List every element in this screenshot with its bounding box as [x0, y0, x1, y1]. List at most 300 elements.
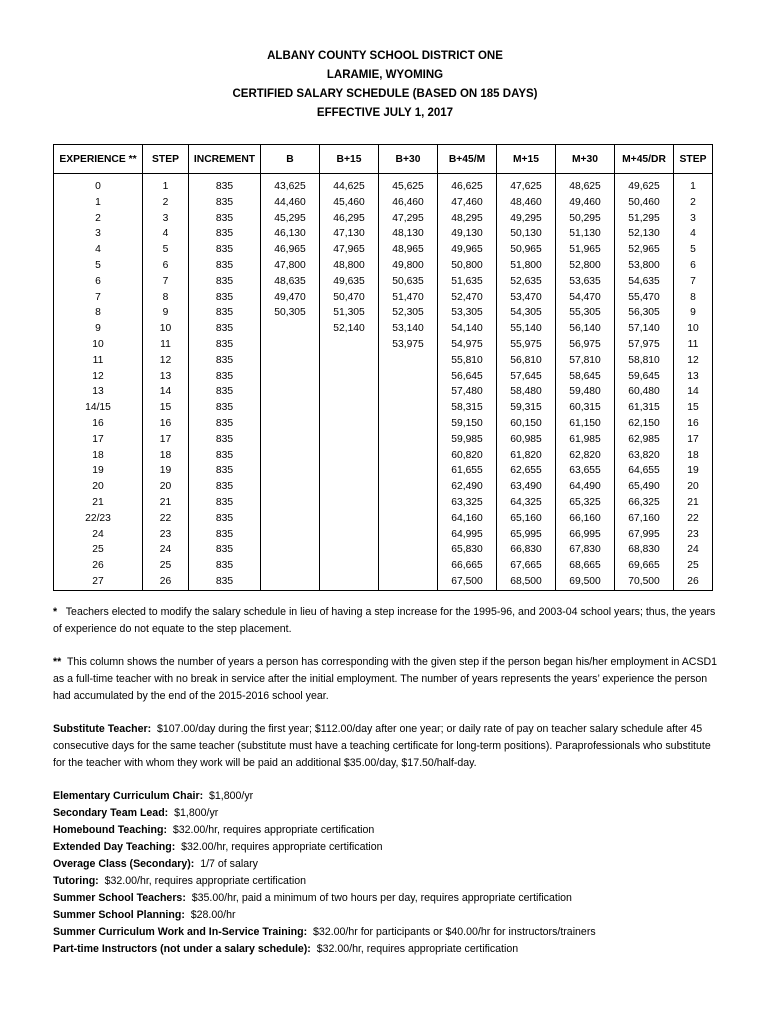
- table-row: [54, 527, 713, 543]
- pay-item-value: $32.00/hr for participants or $40.00/hr for instructors/trainers: [313, 926, 596, 938]
- table-cell: 21: [143, 495, 189, 511]
- table-cell: 2: [674, 195, 713, 211]
- table-cell: 47,625: [497, 174, 556, 195]
- table-cell: 51,305: [320, 305, 379, 321]
- table-cell: 55,140: [497, 321, 556, 337]
- table-cell: 62,820: [556, 448, 615, 464]
- table-cell: 51,635: [438, 274, 497, 290]
- table-cell: 49,130: [438, 226, 497, 242]
- table-cell: 835: [189, 384, 261, 400]
- pay-item: [53, 856, 718, 873]
- table-cell: 835: [189, 321, 261, 337]
- table-cell: 835: [189, 511, 261, 527]
- table-cell: 19: [674, 463, 713, 479]
- table-row: [54, 495, 713, 511]
- table-cell: 835: [189, 432, 261, 448]
- table-cell: 61,315: [615, 400, 674, 416]
- column-header: STEP: [674, 145, 713, 174]
- table-cell: 24: [143, 542, 189, 558]
- table-cell: 6: [54, 274, 143, 290]
- table-row: [54, 353, 713, 369]
- table-cell: 57,480: [438, 384, 497, 400]
- table-cell: [261, 511, 320, 527]
- column-header: B: [261, 145, 320, 174]
- pay-item-label: Summer School Teachers:: [53, 892, 186, 904]
- table-cell: 21: [54, 495, 143, 511]
- table-row: [54, 448, 713, 464]
- table-cell: 17: [674, 432, 713, 448]
- pay-item-label: Homebound Teaching:: [53, 824, 167, 836]
- table-cell: 16: [143, 416, 189, 432]
- table-cell: 47,295: [379, 211, 438, 227]
- note2-text: This column shows the number of years a person has corresponding with the given step if the person began his/her employment in ACSD1 as a full-time teacher with no break in service after the initial employment. The number of years represents the years’ experience the person had accumulated by the end of the 2015-2016 school year.: [53, 656, 718, 702]
- column-header: M+15: [497, 145, 556, 174]
- column-header: B+45/M: [438, 145, 497, 174]
- table-cell: 64,655: [615, 463, 674, 479]
- table-cell: 22: [143, 511, 189, 527]
- table-cell: 47,800: [261, 258, 320, 274]
- table-cell: 23: [143, 527, 189, 543]
- table-cell: 11: [54, 353, 143, 369]
- table-cell: 55,975: [497, 337, 556, 353]
- table-cell: 65,490: [615, 479, 674, 495]
- table-cell: 43,625: [261, 174, 320, 195]
- table-row: [54, 432, 713, 448]
- table-cell: 8: [674, 290, 713, 306]
- table-cell: 5: [54, 258, 143, 274]
- table-cell: 48,800: [320, 258, 379, 274]
- table-cell: 54,975: [438, 337, 497, 353]
- table-cell: 68,830: [615, 542, 674, 558]
- pay-item: [53, 941, 718, 958]
- table-cell: 53,800: [615, 258, 674, 274]
- table-cell: 64,160: [438, 511, 497, 527]
- table-cell: 11: [143, 337, 189, 353]
- pay-item-value: $35.00/hr, paid a minimum of two hours per day, requires appropriate certification: [191, 892, 572, 904]
- table-row: [54, 463, 713, 479]
- table-cell: 67,830: [556, 542, 615, 558]
- table-cell: 26: [674, 574, 713, 590]
- table-cell: [261, 432, 320, 448]
- table-cell: 67,500: [438, 574, 497, 590]
- table-cell: [320, 369, 379, 385]
- table-cell: 835: [189, 337, 261, 353]
- table-cell: 25: [674, 558, 713, 574]
- table-cell: 18: [54, 448, 143, 464]
- table-cell: 69,665: [615, 558, 674, 574]
- table-cell: 835: [189, 258, 261, 274]
- table-cell: 46,625: [438, 174, 497, 195]
- table-cell: 66,830: [497, 542, 556, 558]
- table-cell: 835: [189, 242, 261, 258]
- pay-item: [53, 805, 718, 822]
- table-cell: 4: [143, 226, 189, 242]
- table-cell: 12: [674, 353, 713, 369]
- table-cell: 57,645: [497, 369, 556, 385]
- table-cell: 66,325: [615, 495, 674, 511]
- table-cell: [261, 321, 320, 337]
- salary-schedule-table: [53, 144, 713, 591]
- table-cell: 65,830: [438, 542, 497, 558]
- table-row: [54, 384, 713, 400]
- table-cell: 4: [674, 226, 713, 242]
- table-row: [54, 400, 713, 416]
- table-cell: 2: [143, 195, 189, 211]
- table-cell: 835: [189, 542, 261, 558]
- table-cell: [379, 479, 438, 495]
- table-cell: 46,130: [261, 226, 320, 242]
- table-cell: 66,995: [556, 527, 615, 543]
- table-cell: 835: [189, 290, 261, 306]
- table-cell: 27: [54, 574, 143, 590]
- table-row: [54, 574, 713, 590]
- table-cell: [261, 479, 320, 495]
- table-cell: 19: [54, 463, 143, 479]
- table-row: [54, 211, 713, 227]
- pay-item: [53, 890, 718, 907]
- table-cell: 23: [674, 527, 713, 543]
- table-cell: 64,995: [438, 527, 497, 543]
- table-cell: [379, 384, 438, 400]
- table-cell: 54,305: [497, 305, 556, 321]
- table-row: [54, 174, 713, 195]
- table-cell: 50,635: [379, 274, 438, 290]
- table-cell: 49,470: [261, 290, 320, 306]
- table-cell: 65,160: [497, 511, 556, 527]
- table-row: [54, 337, 713, 353]
- table-cell: 24: [54, 527, 143, 543]
- table-cell: [320, 448, 379, 464]
- pay-item: [53, 907, 718, 924]
- table-cell: 835: [189, 416, 261, 432]
- table-cell: 56,645: [438, 369, 497, 385]
- table-cell: 55,305: [556, 305, 615, 321]
- pay-item-label: Overage Class (Secondary):: [53, 858, 195, 870]
- table-cell: 50,305: [261, 305, 320, 321]
- table-cell: [320, 511, 379, 527]
- table-cell: 26: [143, 574, 189, 590]
- table-row: [54, 479, 713, 495]
- table-cell: 45,295: [261, 211, 320, 227]
- table-cell: 58,480: [497, 384, 556, 400]
- table-cell: 53,635: [556, 274, 615, 290]
- pay-item: [53, 839, 718, 856]
- table-cell: 21: [674, 495, 713, 511]
- table-row: [54, 321, 713, 337]
- pay-item-label: Secondary Team Lead:: [53, 807, 169, 819]
- table-cell: 61,655: [438, 463, 497, 479]
- document-header: [0, 47, 770, 123]
- table-cell: 13: [674, 369, 713, 385]
- table-cell: [379, 353, 438, 369]
- table-cell: 835: [189, 527, 261, 543]
- table-cell: 55,470: [615, 290, 674, 306]
- pay-item-label: Elementary Curriculum Chair:: [53, 790, 204, 802]
- table-cell: 61,985: [556, 432, 615, 448]
- table-cell: 52,470: [438, 290, 497, 306]
- table-cell: [320, 463, 379, 479]
- effective-date: EFFECTIVE JULY 1, 2017: [316, 107, 454, 119]
- table-row: [54, 416, 713, 432]
- table-cell: 25: [54, 542, 143, 558]
- table-cell: 22/23: [54, 511, 143, 527]
- table-cell: 60,820: [438, 448, 497, 464]
- table-cell: 59,985: [438, 432, 497, 448]
- table-cell: 12: [54, 369, 143, 385]
- table-cell: 68,665: [556, 558, 615, 574]
- table-cell: 60,480: [615, 384, 674, 400]
- table-cell: [320, 527, 379, 543]
- table-cell: 51,800: [497, 258, 556, 274]
- table-cell: 48,130: [379, 226, 438, 242]
- table-cell: 45,460: [320, 195, 379, 211]
- table-cell: 16: [54, 416, 143, 432]
- table-cell: 50,460: [615, 195, 674, 211]
- pay-item-value: $1,800/yr: [174, 807, 219, 819]
- table-cell: 49,800: [379, 258, 438, 274]
- district-location: LARAMIE, WYOMING: [326, 69, 444, 81]
- column-header: STEP: [143, 145, 189, 174]
- table-cell: 63,655: [556, 463, 615, 479]
- table-cell: 15: [674, 400, 713, 416]
- table-cell: 66,665: [438, 558, 497, 574]
- note1-marker: *: [53, 606, 58, 618]
- table-row: [54, 511, 713, 527]
- table-row: [54, 258, 713, 274]
- table-cell: 50,470: [320, 290, 379, 306]
- table-cell: 53,975: [379, 337, 438, 353]
- table-cell: 2: [54, 211, 143, 227]
- table-cell: 50,965: [497, 242, 556, 258]
- table-cell: [261, 400, 320, 416]
- table-cell: 5: [143, 242, 189, 258]
- table-cell: 9: [54, 321, 143, 337]
- table-cell: [261, 337, 320, 353]
- pay-item: [53, 822, 718, 839]
- table-cell: 67,160: [615, 511, 674, 527]
- table-cell: [261, 542, 320, 558]
- pay-item-label: Summer Curriculum Work and In-Service Training:: [53, 926, 308, 938]
- table-cell: [261, 384, 320, 400]
- table-cell: 19: [143, 463, 189, 479]
- table-cell: 59,150: [438, 416, 497, 432]
- pay-item-value: $28.00/hr: [190, 909, 236, 921]
- table-cell: 50,295: [556, 211, 615, 227]
- pay-item: [53, 873, 718, 890]
- table-cell: 62,150: [615, 416, 674, 432]
- pay-item-value: 1/7 of salary: [200, 858, 258, 870]
- pay-item-label: Tutoring:: [53, 875, 99, 887]
- note2-marker: **: [53, 656, 62, 668]
- table-cell: 60,985: [497, 432, 556, 448]
- table-cell: 835: [189, 353, 261, 369]
- supplemental-pay-list: [53, 788, 718, 958]
- table-row: [54, 542, 713, 558]
- table-cell: 56,140: [556, 321, 615, 337]
- table-cell: 4: [54, 242, 143, 258]
- table-cell: 13: [143, 369, 189, 385]
- table-cell: 20: [54, 479, 143, 495]
- table-cell: 25: [143, 558, 189, 574]
- table-cell: 59,315: [497, 400, 556, 416]
- table-cell: 6: [674, 258, 713, 274]
- table-cell: 47,965: [320, 242, 379, 258]
- table-cell: 52,800: [556, 258, 615, 274]
- pay-item: [53, 788, 718, 805]
- table-cell: 48,635: [261, 274, 320, 290]
- table-cell: [379, 542, 438, 558]
- table-cell: 63,820: [615, 448, 674, 464]
- table-cell: 49,460: [556, 195, 615, 211]
- table-cell: [261, 416, 320, 432]
- table-cell: 64,325: [497, 495, 556, 511]
- table-cell: 67,665: [497, 558, 556, 574]
- table-cell: 49,625: [615, 174, 674, 195]
- table-cell: 52,140: [320, 321, 379, 337]
- table-row: [54, 290, 713, 306]
- note-double-asterisk: [53, 654, 718, 705]
- table-cell: 26: [54, 558, 143, 574]
- table-cell: 49,965: [438, 242, 497, 258]
- table-cell: [379, 511, 438, 527]
- pay-item-value: $32.00/hr, requires appropriate certification: [316, 943, 519, 955]
- table-cell: 47,130: [320, 226, 379, 242]
- table-row: [54, 195, 713, 211]
- table-cell: 835: [189, 226, 261, 242]
- table-cell: 14/15: [54, 400, 143, 416]
- pay-item-value: $32.00/hr, requires appropriate certification: [104, 875, 306, 887]
- table-cell: 60,315: [556, 400, 615, 416]
- substitute-teacher-note: [53, 721, 718, 772]
- table-cell: 0: [54, 174, 143, 195]
- table-cell: 56,810: [497, 353, 556, 369]
- table-cell: 53,305: [438, 305, 497, 321]
- note1-text: Teachers elected to modify the salary schedule in lieu of having a step increase for the 1995-96, and 2003-04 school years; thus, the years of experience do not equate to the step placement.: [53, 606, 716, 635]
- table-cell: [379, 369, 438, 385]
- table-cell: 55,810: [438, 353, 497, 369]
- table-cell: 60,150: [497, 416, 556, 432]
- table-cell: 835: [189, 369, 261, 385]
- table-cell: 48,460: [497, 195, 556, 211]
- table-cell: 835: [189, 448, 261, 464]
- table-cell: 8: [54, 305, 143, 321]
- table-cell: [261, 574, 320, 590]
- table-cell: 48,625: [556, 174, 615, 195]
- table-cell: 50,800: [438, 258, 497, 274]
- table-cell: 835: [189, 479, 261, 495]
- table-cell: [261, 495, 320, 511]
- table-cell: 44,460: [261, 195, 320, 211]
- table-cell: 10: [143, 321, 189, 337]
- table-cell: 51,295: [615, 211, 674, 227]
- table-cell: 65,995: [497, 527, 556, 543]
- table-cell: [261, 558, 320, 574]
- table-cell: 17: [143, 432, 189, 448]
- table-cell: 51,965: [556, 242, 615, 258]
- table-cell: 68,500: [497, 574, 556, 590]
- table-cell: 7: [143, 274, 189, 290]
- table-cell: 22: [674, 511, 713, 527]
- table-cell: 48,965: [379, 242, 438, 258]
- table-cell: 9: [143, 305, 189, 321]
- table-cell: [320, 574, 379, 590]
- table-cell: 8: [143, 290, 189, 306]
- table-cell: 50,130: [497, 226, 556, 242]
- pay-item-value: $1,800/yr: [209, 790, 254, 802]
- column-header: B+15: [320, 145, 379, 174]
- table-cell: 835: [189, 558, 261, 574]
- table-cell: 51,130: [556, 226, 615, 242]
- table-cell: 48,295: [438, 211, 497, 227]
- table-cell: [320, 400, 379, 416]
- table-cell: [379, 448, 438, 464]
- table-header-row: [54, 145, 713, 174]
- table-cell: 1: [143, 174, 189, 195]
- table-cell: 18: [674, 448, 713, 464]
- table-cell: 1: [674, 174, 713, 195]
- table-row: [54, 558, 713, 574]
- table-cell: 52,130: [615, 226, 674, 242]
- table-cell: [379, 527, 438, 543]
- table-cell: 835: [189, 211, 261, 227]
- table-cell: [379, 432, 438, 448]
- column-header: M+45/DR: [615, 145, 674, 174]
- table-cell: 63,325: [438, 495, 497, 511]
- table-cell: [320, 495, 379, 511]
- pay-item-label: Extended Day Teaching:: [53, 841, 176, 853]
- table-cell: [261, 369, 320, 385]
- table-cell: 7: [54, 290, 143, 306]
- table-cell: [320, 416, 379, 432]
- table-cell: 70,500: [615, 574, 674, 590]
- table-cell: [320, 384, 379, 400]
- table-cell: 835: [189, 195, 261, 211]
- table-cell: 53,140: [379, 321, 438, 337]
- table-cell: 59,645: [615, 369, 674, 385]
- substitute-text: $107.00/day during the first year; $112.00/day after one year; or daily rate of pay on teacher salary schedule after 45 consecutive days for the same teacher (substitute must have a teaching certificate for long-term positions). Paraprofessionals who substitute for the teacher with whom they work will be paid an additional $35.00/day, $17.50/half-day.: [53, 723, 711, 769]
- table-cell: 14: [674, 384, 713, 400]
- table-cell: 59,480: [556, 384, 615, 400]
- table-cell: [320, 353, 379, 369]
- table-cell: [261, 463, 320, 479]
- table-cell: 54,140: [438, 321, 497, 337]
- table-cell: 62,985: [615, 432, 674, 448]
- schedule-title: CERTIFIED SALARY SCHEDULE (BASED ON 185 DAYS): [232, 88, 538, 100]
- note-single-asterisk: [53, 604, 718, 638]
- table-cell: [379, 574, 438, 590]
- table-cell: 52,305: [379, 305, 438, 321]
- column-header: B+30: [379, 145, 438, 174]
- table-cell: 3: [674, 211, 713, 227]
- table-cell: 16: [674, 416, 713, 432]
- table-cell: 56,305: [615, 305, 674, 321]
- table-cell: 57,975: [615, 337, 674, 353]
- table-cell: 3: [54, 226, 143, 242]
- table-cell: 6: [143, 258, 189, 274]
- table-cell: 52,965: [615, 242, 674, 258]
- column-header: INCREMENT: [189, 145, 261, 174]
- table-cell: 12: [143, 353, 189, 369]
- table-cell: 835: [189, 305, 261, 321]
- pay-item: [53, 924, 718, 941]
- table-cell: [320, 337, 379, 353]
- table-row: [54, 226, 713, 242]
- table-cell: 835: [189, 174, 261, 195]
- table-cell: 53,470: [497, 290, 556, 306]
- table-cell: [379, 463, 438, 479]
- table-cell: 13: [54, 384, 143, 400]
- pay-item-label: Part-time Instructors (not under a salary schedule):: [53, 943, 311, 955]
